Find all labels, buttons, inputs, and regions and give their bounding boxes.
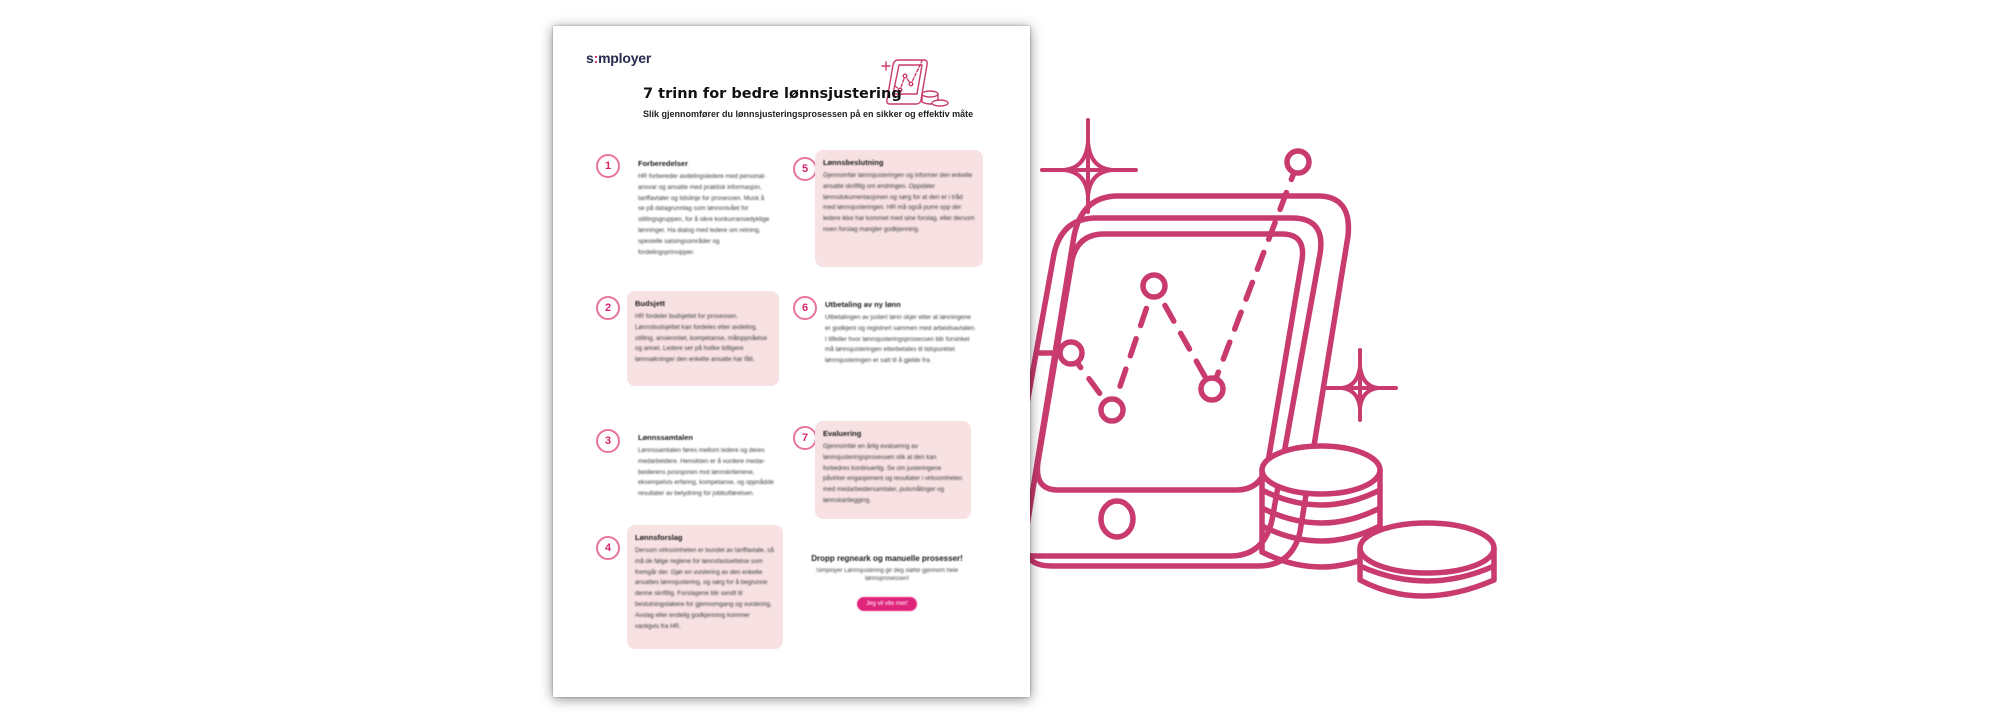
step-card-3 <box>630 425 782 508</box>
learn-more-button[interactable]: Jeg vil vite mer! <box>857 597 917 611</box>
cta-block <box>803 554 971 611</box>
step-title: Lønnsbeslutning <box>823 158 884 167</box>
step-number-3: 3 <box>596 429 620 453</box>
step-card-7 <box>815 421 971 519</box>
step-text: Lønnssamtalen føres mellom ledere og deres medarbeidere. Hensikten er å vurdere medarbeiderens posisjonen mot lønnskriteriene, eksempelvis erfaring, kompetanse, og oppnådde resultater av betydning for jobbutførelsen. <box>638 447 774 498</box>
step-number-2: 2 <box>596 296 620 320</box>
line-chart-icon <box>1040 151 1309 421</box>
step-title: Budsjett <box>635 299 665 308</box>
step-card-1 <box>630 151 780 266</box>
coins-icon <box>1262 446 1494 596</box>
step-text: HR forbereder avdelingsledere med personalansvar og ansatte med praktisk informasjon, tariffavtaler og tidslinje for prosessen. Musk å se på datagrunnlag som lønnsnivået for stillingsgruppen, for å sikre konkurransedyktige lønninger. Ha dialog med ledere om retning, spesielle satsingsområder og fordelingsprinsipper. <box>638 173 770 256</box>
step-title: Utbetaling av ny lønn <box>825 300 901 309</box>
cta-heading: Dropp regneark og manuelle prosesser! <box>811 554 963 563</box>
step-card-2 <box>627 291 779 386</box>
step-number-7: 7 <box>793 426 817 450</box>
step-card-6 <box>817 292 985 375</box>
step-text: Gjennomfør lønnsjusteringen og informer den enkelte ansatte skriftlig om endringen. Oppdater lønnsdokumentasjonen og sørg for at den er i tråd med lønnsjusteringen. HR må også purre opp der ledere ikke har kommet med sine forslag, eller dersom noen forslag mangler godkjenning. <box>823 172 975 233</box>
step-text: Gjennomfør en årlig evaluering av lønnsjusteringsprosessen slik at den kan forbedres kontinuerlig. Se om justeringene påvirker engasjement og resultater i virksomheten med medarbeidersamtaler, pulsmålinger og lønnskartlegging. <box>823 443 963 504</box>
step-number-5: 5 <box>793 157 817 181</box>
document-title: 7 trinn for bedre lønnsjustering <box>643 86 902 102</box>
step-title: Lønnsforslag <box>635 533 683 542</box>
step-card-5 <box>815 150 983 267</box>
step-number-6: 6 <box>793 296 817 320</box>
step-text: Dersom virksomheten er bundet av tariffavtale, så må de følge reglene for lønnsfastsettelse som fremgår der. Gjør en vurdering av den enkelte ansattes lønnsjustering, og sørg for å begrunne denne skriftlig. Forslagene blir sendt til beslutningstakere for gjennomgang og vurdering. Avslag eller endelig godkjenning kommer vanligvis fra HR. <box>635 547 774 630</box>
document-sheet <box>553 26 1030 697</box>
step-number-4: 4 <box>596 536 620 560</box>
step-text: Utbetalingen av justert lønn skjer etter at lønningene er godkjent og registrert sammen med arbeidsavtalen. I tilfeller hvor lønnsjusteringsprosessen blir forsinket må lønnsjusteringen etterbetales til tidspunktet lønnsjusteringen er satt til å gjelde fra. <box>825 314 976 365</box>
step-title: Forberedelser <box>638 159 689 168</box>
document-subtitle: Slik gjennomfører du lønnsjusteringsprosessen på en sikker og effektiv måte <box>643 109 974 119</box>
simployer-logo: s:mployer <box>586 50 652 66</box>
step-title: Evaluering <box>823 429 862 438</box>
cta-text: Simployer Lønnsjustering gir deg støtte gjennom hele lønnsprosessen! <box>815 568 959 582</box>
step-text: HR fordeler budsjettet for prosessen. Lønnsbudsjettet kan fordeles etter avdeling, stilling, ansiennitet, kompetanse, måloppnåelse og annet. Ledere ser på hvilke tidligere lønnsøkninger den enkelte ansatte har fått. <box>635 313 767 364</box>
tablet-icon <box>1005 218 1321 556</box>
step-title: Lønnssamtalen <box>638 433 694 442</box>
step-number-1: 1 <box>596 154 620 178</box>
step-card-4 <box>627 525 783 649</box>
